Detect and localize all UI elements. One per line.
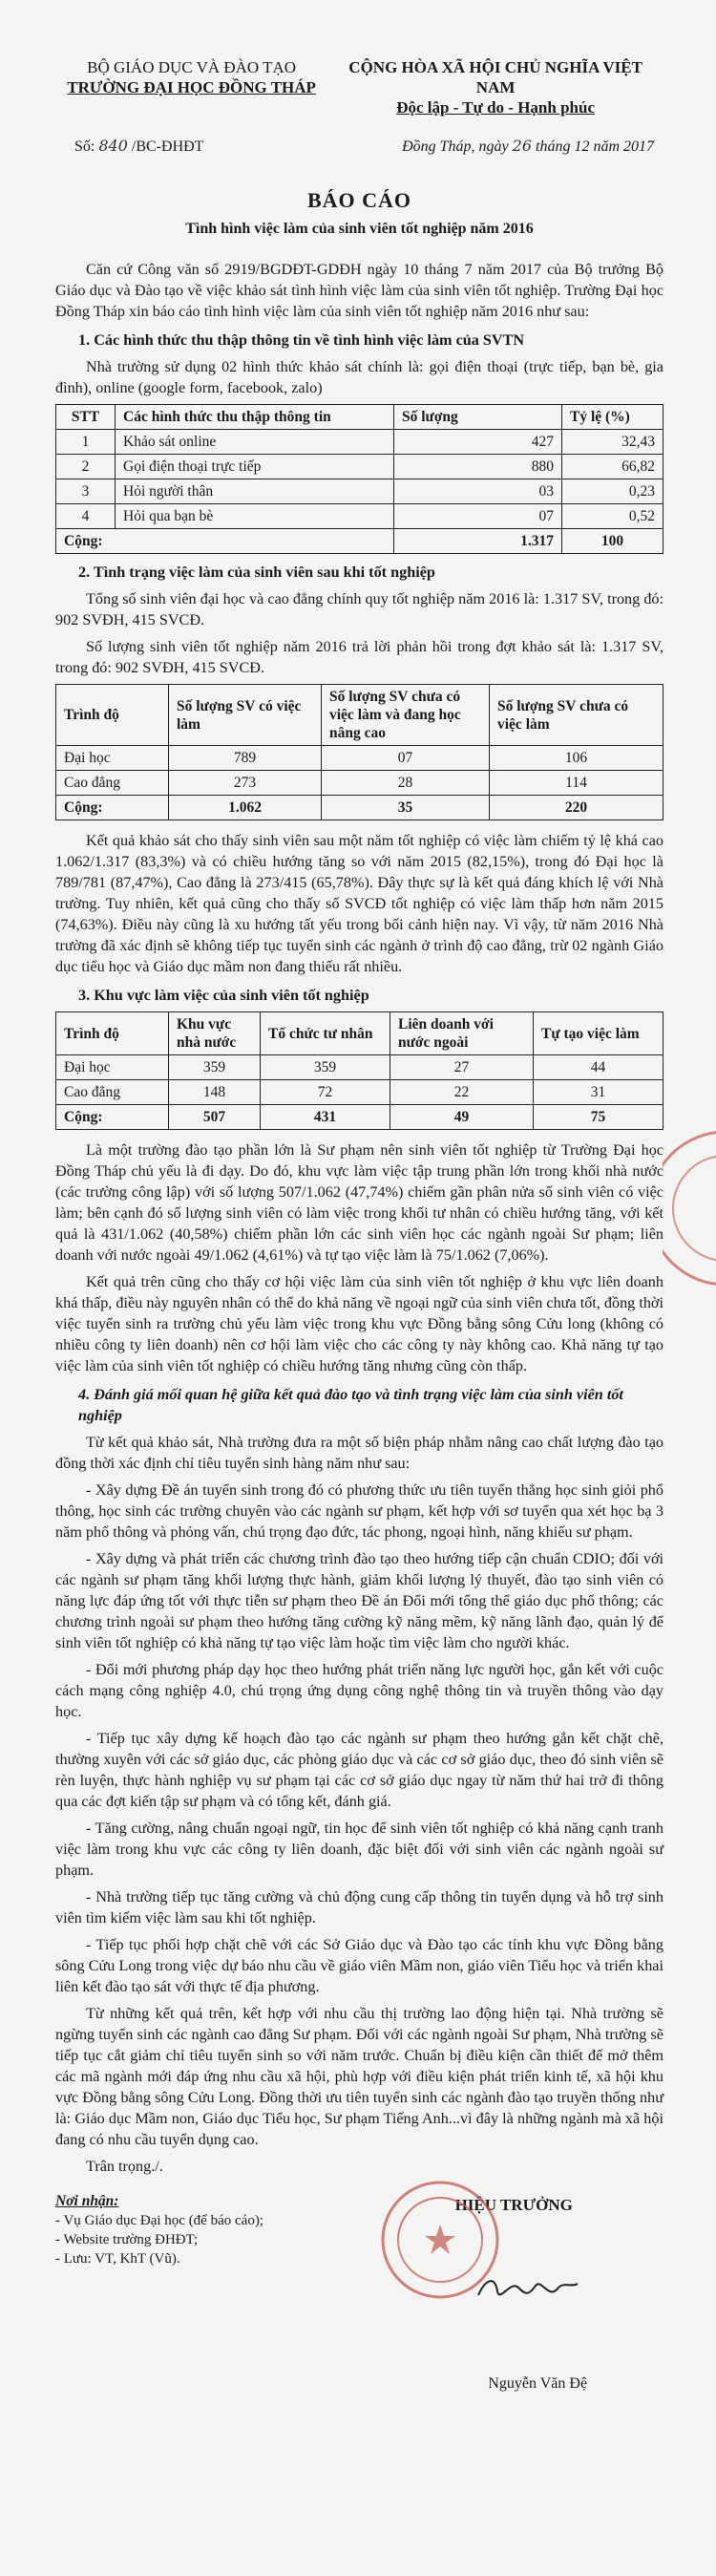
table-cell: Đại học	[56, 1055, 169, 1080]
table-cell: 0,52	[562, 504, 663, 529]
table-header-cell: Các hình thức thu thập thông tin	[116, 405, 394, 430]
signer-name: Nguyễn Văn Đệ	[488, 2375, 588, 2392]
table-row	[56, 1055, 663, 1080]
thanks-line: Trân trọng./.	[86, 2158, 163, 2175]
table-header-row	[56, 405, 663, 430]
table-cell: 1.062	[169, 796, 322, 820]
document-header	[55, 57, 663, 117]
section1-heading: 1. Các hình thức thu thập thông tin về tình hình việc làm của SVTN	[78, 331, 525, 349]
date-day-handwritten: 26	[512, 137, 532, 155]
table-header-cell: Số lượng SV có việc làm	[169, 685, 322, 746]
table-cell: Khảo sát online	[116, 430, 394, 455]
table-cell: Hỏi qua bạn bè	[116, 504, 394, 529]
table-cell: Cao đẳng	[56, 1080, 169, 1105]
recipient-item: - Vụ Giáo dục Đại học (để báo cáo);	[55, 2213, 263, 2228]
table-cell: 35	[322, 796, 490, 820]
table-cell: 3	[56, 479, 116, 504]
nation-name: CỘNG HÒA XÃ HỘI CHỦ NGHĨA VIỆT NAM	[348, 58, 642, 96]
table-cell: Đại học	[56, 746, 169, 771]
doc-number-prefix: Số:	[74, 138, 95, 155]
recipients-label: Nơi nhận:	[55, 2193, 119, 2209]
section4-intro: Từ kết quả khảo sát, Nhà trường đưa ra một số biện pháp nhằm nâng cao chất lượng đào tạo đồng thời xác định chỉ tiêu tuyển sinh hàng năm như sau:	[55, 1434, 663, 1472]
measure-item: - Xây dựng Đề án tuyển sinh trong đó có phương thức ưu tiên tuyển thẳng học sinh giỏi phổ thông, học sinh các trường chuyên vào các ngành sư phạm, kết hợp với sơ tuyển qua xét học bạ 3 năm phổ thông và phỏng vấn, chú trọng đạo đức, tác phong, ngoại hình, năng khiếu sư phạm.	[55, 1481, 663, 1541]
employment-status-table	[55, 684, 663, 820]
table-row	[56, 771, 663, 796]
table-cell: 49	[390, 1105, 534, 1130]
recipients-block	[55, 2192, 364, 2393]
section2-paragraph: Tổng số sinh viên đại học và cao đẳng chính quy tốt nghiệp năm 2016 là: 1.317 SV, trong đó: 902 SVĐH, 415 SVCĐ.	[55, 590, 663, 628]
table-cell: 44	[534, 1055, 663, 1080]
table-cell: 431	[261, 1105, 390, 1130]
table-cell: Hỏi người thân	[116, 479, 394, 504]
doc-number-handwritten: 840	[98, 137, 128, 155]
table-cell: 28	[322, 771, 490, 796]
table-cell: Gọi điện thoại trực tiếp	[116, 455, 394, 479]
signature-block	[364, 2192, 663, 2393]
table-cell: 427	[394, 430, 562, 455]
table-cell: Cộng:	[56, 529, 394, 554]
work-sector-table	[55, 1011, 663, 1130]
table-cell: 66,82	[562, 455, 663, 479]
measure-item: - Tăng cường, nâng chuẩn ngoại ngữ, tin học để sinh viên tốt nghiệp có khả năng cạnh tranh việc làm trong khu vực các công ty liên doanh, đặc biệt đối với sinh viên các ngành ngoài sư phạm.	[55, 1820, 663, 1879]
measure-item: - Tiếp tục xây dựng kế hoạch đào tạo các ngành sư phạm theo hướng gắn kết chặt chẽ, thường xuyên với các sở giáo dục, các phòng giáo dục và các cơ sở giáo dục, theo đó sinh viên sẽ rèn luyện, thực hành nghiệp vụ sư phạm tại các cơ sở giáo dục ngay từ năm thứ hai trở đi thông qua các đợt kiến tập sư phạm và có tổng kết, đánh giá.	[55, 1730, 663, 1810]
intro-paragraph: Căn cứ Công văn số 2919/BGDĐT-GDĐH ngày 10 tháng 7 năm 2017 của Bộ trưởng Bộ Giáo dục và Đào tạo về việc khảo sát tình hình việc làm của sinh viên tốt nghiệp. Trường Đại học Đồng Tháp xin báo cáo tình hình việc làm của sinh viên tốt nghiệp năm 2016 như sau:	[55, 261, 663, 320]
table-header-cell: Tỷ lệ (%)	[562, 405, 663, 430]
date-suffix: tháng 12 năm 2017	[536, 138, 654, 155]
closing-paragraph: Từ những kết quả trên, kết hợp với nhu cầu thị trường lao động hiện tại. Nhà trường sẽ ngừng tuyển sinh các ngành cao đẳng Sư phạm. Đối với các ngành ngoài Sư phạm, Nhà trường sẽ tiếp tục cắt giảm chỉ tiêu tuyển sinh so với năm trước. Chuẩn bị điều kiện cần thiết để mở thêm các mã ngành mới đáp ứng nhu cầu xã hội, phù hợp với điều kiện phát triển kinh tế, xã hội khu vực Đồng bằng sông Cửu Long. Đồng thời ưu tiên tuyển sinh các ngành đào tạo truyền thống như là: Giáo dục Mầm non, Giáo dục Tiểu học, Sư phạm Tiếng Anh...vì đây là những ngành mà xã hội đang có nhu cầu tuyển dụng cao.	[55, 2005, 663, 2148]
doc-number-suffix: /BC-ĐHĐT	[131, 138, 204, 155]
table-header-row	[56, 685, 663, 746]
doc-meta-line	[55, 137, 663, 156]
doc-number	[55, 137, 203, 156]
table-cell: 27	[390, 1055, 534, 1080]
table-cell: 2	[56, 455, 116, 479]
table-cell: 114	[490, 771, 663, 796]
date-prefix: Đồng Tháp, ngày	[402, 138, 509, 155]
table-cell: 07	[322, 746, 490, 771]
signature-icon	[469, 2259, 583, 2316]
table-total-row	[56, 796, 663, 820]
section2-heading: 2. Tình trạng việc làm của sinh viên sau khi tốt nghiệp	[78, 564, 435, 581]
table-cell: 789	[169, 746, 322, 771]
table-header-cell: Số lượng	[394, 405, 562, 430]
table-cell: 72	[261, 1080, 390, 1105]
table-cell: Cộng:	[56, 1105, 169, 1130]
table-row	[56, 479, 663, 504]
table-header-cell: Trình độ	[56, 1012, 169, 1055]
measure-item: - Xây dựng và phát triển các chương trình đào tạo theo hướng tiếp cận chuẩn CDIO; đối với các ngành sư phạm tăng khối lượng thực hành, giảm khối lượng lý thuyết, đào tạo sinh viên có năng lực đáp ứng tốt với thực tiễn sư phạm theo Đề án Đổi mới tổng thể giáo dục phổ thông; các chương trình ngoài sư phạm theo hướng tăng cường kỹ năng mềm, kỹ năng lãnh đạo, quản lý để sinh viên tốt nghiệp có khả năng tự tạo việc làm hoặc tìm việc làm cho người khác.	[55, 1550, 663, 1651]
table-header-cell: Số lượng SV chưa có việc làm và đang học nâng cao	[322, 685, 490, 746]
table-header-cell: Số lượng SV chưa có việc làm	[490, 685, 663, 746]
table-header-cell: Trình độ	[56, 685, 169, 746]
table-cell: 0,23	[562, 479, 663, 504]
table-cell: 880	[394, 455, 562, 479]
section3-paragraph: Kết quả trên cũng cho thấy cơ hội việc làm của sinh viên tốt nghiệp ở khu vực liên doanh khá thấp, điều này nguyên nhân có thể do khả năng về ngoại ngữ của sinh viên chưa tốt, đồng thời việc tuyển sinh ra trường chủ yếu làm việc trong khu vực Đồng bằng sông Cửu long (không có nhiều công ty liên doanh) nên cơ hội làm việc cho các công ty này không cao. Khả năng tự tạo việc làm của sinh viên tốt nghiệp có chiều hướng tăng nhưng cũng còn thấp.	[55, 1273, 663, 1374]
document-subtitle: Tình hình việc làm của sinh viên tốt nghiệp năm 2016	[185, 221, 534, 237]
table-cell: 4	[56, 504, 116, 529]
table-total-row	[56, 1105, 663, 1130]
table-row	[56, 430, 663, 455]
table-row	[56, 746, 663, 771]
table-cell: 03	[394, 479, 562, 504]
table-cell: 1.317	[394, 529, 562, 554]
recipient-item: - Lưu: VT, KhT (Vũ).	[55, 2251, 180, 2267]
table-row	[56, 1080, 663, 1105]
document-title: BÁO CÁO	[306, 188, 412, 212]
table-cell: 106	[490, 746, 663, 771]
table-cell: 359	[261, 1055, 390, 1080]
table-cell: 07	[394, 504, 562, 529]
measure-item: - Nhà trường tiếp tục tăng cường và chủ động cung cấp thông tin tuyển dụng và hỗ trợ sinh viên tìm kiếm việc làm sau khi tốt nghiệp.	[55, 1888, 663, 1927]
section3-paragraph: Là một trường đào tạo phần lớn là Sư phạm nên sinh viên tốt nghiệp từ Trường Đại học Đồng Tháp chủ yếu là đi dạy. Do đó, khu vực làm việc tập trung phần lớn trong khối nhà nước (các trường công lập) với số lượng 507/1.062 (47,74%) chiếm gần phân nửa số sinh viên có việc làm; bên cạnh đó số lượng sinh viên có làm việc trong khối tư nhân có chiều hướng tăng, với kết quả là 431/1.062 (40,58%) chiếm phần lớn các sinh viên học các ngành ngoài Sư phạm; liên doanh với nước ngoài 49/1.062 (4,61%) và tự tạo việc làm là 75/1.062 (7,06%).	[55, 1141, 663, 1264]
doc-date	[402, 137, 663, 156]
document-footer	[55, 2192, 663, 2393]
issuer-block	[55, 57, 327, 117]
university-name: TRƯỜNG ĐẠI HỌC ĐỒNG THÁP	[67, 78, 316, 96]
table-row	[56, 504, 663, 529]
table-cell: Cộng:	[56, 796, 169, 820]
table-cell: 100	[562, 529, 663, 554]
national-heading	[327, 57, 663, 117]
section2-analysis: Kết quả khảo sát cho thấy sinh viên sau một năm tốt nghiệp có việc làm chiếm tỷ lệ khá cao 1.062/1.317 (83,3%) và có chiều hướng tăng so với năm 2015 (82,15%), trong đó Đại học là 789/781 (87,47%), Cao đẳng là 273/415 (65,78%). Đây thực sự là kết quả đáng khích lệ với Nhà trường. Tuy nhiên, kết quả cũng cho thấy số SVCĐ tốt nghiệp có việc làm thấp hơn năm 2015 (74,63%). Điều này cũng là xu hướng tất yếu trong bối cảnh hiện nay. Vì vậy, từ năm 2016 Nhà trường đã xác định sẽ không tiếp tục tuyển sinh các ngành ở trình độ cao đẳng, trừ 02 ngành Giáo dục tiểu học và Giáo dục mầm non đang thiếu rất nhiều.	[55, 832, 663, 975]
table-header-row	[56, 1012, 663, 1055]
table-cell: 507	[169, 1105, 261, 1130]
table-header-cell: STT	[56, 405, 116, 430]
table-total-row	[56, 529, 663, 554]
survey-methods-table	[55, 404, 663, 554]
margin-seal-icon	[663, 1127, 716, 1289]
table-header-cell: Tổ chức tư nhân	[261, 1012, 390, 1055]
table-cell: 148	[169, 1080, 261, 1105]
table-header-cell: Tự tạo việc làm	[534, 1012, 663, 1055]
section3-heading: 3. Khu vực làm việc của sinh viên tốt nghiệp	[78, 987, 369, 1004]
section2-paragraph: Số lượng sinh viên tốt nghiệp năm 2016 trả lời phản hồi trong đợt khảo sát là: 1.317 SV, trong đó: 902 SVĐH, 415 SVCĐ.	[55, 638, 663, 676]
table-cell: 31	[534, 1080, 663, 1105]
table-cell: Cao đẳng	[56, 771, 169, 796]
ministry-name: BỘ GIÁO DỤC VÀ ĐÀO TẠO	[87, 58, 297, 76]
table-cell: 220	[490, 796, 663, 820]
table-cell: 22	[390, 1080, 534, 1105]
measure-item: - Tiếp tục phối hợp chặt chẽ với các Sở Giáo dục và Đào tạo các tỉnh khu vực Đồng bằng sông Cửu Long trong việc dự báo nhu cầu về giáo viên Mầm non, giáo viên Tiểu học và triển khai liên kết đào tạo sát với thực tế địa phương.	[55, 1936, 663, 1995]
measure-item: - Đổi mới phương pháp dạy học theo hướng phát triển năng lực người học, gắn kết với cuộc cách mạng công nghiệp 4.0, chú trọng ứng dụng công nghệ thông tin và truyền thông vào dạy học.	[55, 1661, 663, 1720]
table-header-cell: Liên doanh với nước ngoài	[390, 1012, 534, 1055]
table-cell: 75	[534, 1105, 663, 1130]
recipient-item: - Website trường ĐHĐT;	[55, 2232, 199, 2247]
table-cell: 32,43	[562, 430, 663, 455]
table-header-cell: Khu vực nhà nước	[169, 1012, 261, 1055]
signer-role: HIỆU TRƯỞNG	[454, 2196, 573, 2214]
national-motto: Độc lập - Tự do - Hạnh phúc	[396, 98, 596, 117]
table-cell: 1	[56, 430, 116, 455]
table-row	[56, 455, 663, 479]
section1-text: Nhà trường sử dụng 02 hình thức khảo sát chính là: gọi điện thoại (trực tiếp, bạn bè, gia đình), online (google form, facebook, zalo)	[55, 358, 663, 396]
table-cell: 359	[169, 1055, 261, 1080]
table-cell: 273	[169, 771, 322, 796]
section4-heading: 4. Đánh giá mối quan hệ giữa kết quả đào tạo và tình trạng việc làm của sinh viên tốt nghiệp	[78, 1386, 623, 1424]
